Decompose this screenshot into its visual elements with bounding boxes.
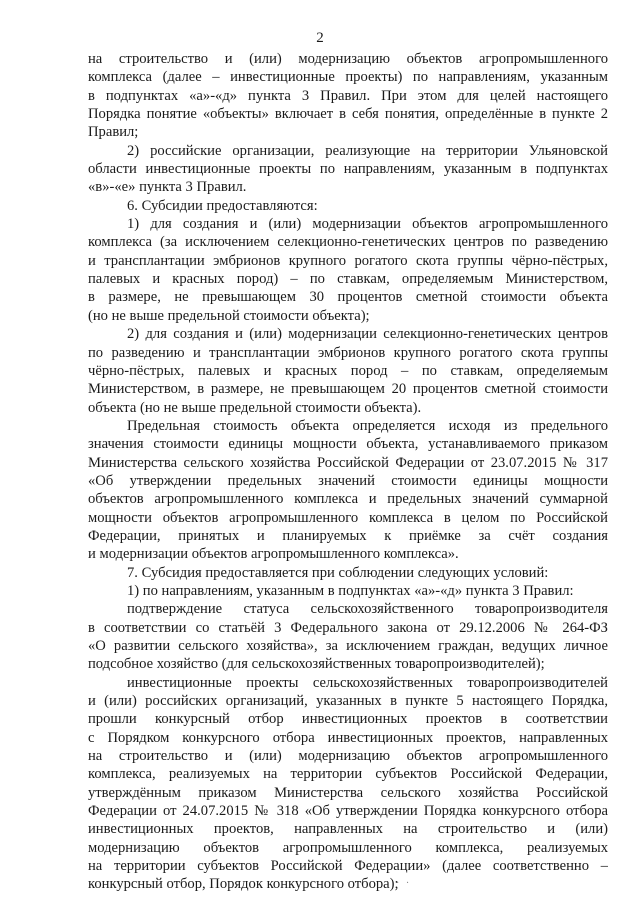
text-line: значения стоимости единицы мощности объекта, устанавливаемого приказом — [88, 436, 608, 453]
text-line: 1) по направлениям, указанным в подпунктах «а»-«д» пункта 3 Правил: — [127, 582, 574, 599]
text-line: «Об утверждении предельных значений стоимости единицы мощности — [88, 472, 608, 489]
text-line: объекта (но не выше предельной стоимости объекта). — [88, 399, 422, 416]
text-line: в соответствии со статьёй 3 Федерального закона от 29.12.2006 № 264-ФЗ — [88, 619, 608, 636]
text-line: Порядка понятие «объекты» включает в себя понятия, определённые в пункте 2 — [88, 106, 608, 123]
scan-artifact: · · — [396, 878, 412, 889]
text-line: подтверждение статуса сельскохозяйственного товаропроизводителя — [127, 601, 608, 618]
text-line: инвестиционных проектов, направленных на строительство и (или) — [88, 821, 608, 838]
text-line: мощности объектов агропромышленного комплекса в целом по Российской — [88, 509, 608, 526]
text-line: комплекса (далее – инвестиционные проекты) по направлениям, указанным — [88, 69, 608, 86]
text-line: конкурсный отбор, Порядок конкурсного отбора); — [88, 876, 399, 893]
text-line: «О развитии сельского хозяйства», за исключением граждан, ведущих личное — [88, 638, 608, 654]
text-line: Министерства сельского хозяйства Российской Федерации от 23.07.2015 № 317 — [88, 454, 608, 471]
text-line: Министерством, в размере, не превышающем 20 процентов сметной стоимости — [88, 381, 608, 398]
page-number: 2 — [316, 30, 324, 46]
text-line: (но не выше предельной стоимости объекта); — [88, 307, 370, 324]
text-line: палевых и красных пород) – по ставкам, определяемым Министерством, — [88, 271, 608, 288]
text-line: и (или) российских организаций, указанных в пункте 5 настоящего Порядка, — [88, 693, 608, 710]
text-line: на строительство и (или) модернизацию объектов агропромышленного — [88, 51, 608, 67]
text-line: 2) российские организации, реализующие на территории Ульяновской — [127, 142, 608, 159]
text-line: 7. Субсидия предоставляется при соблюдении следующих условий: — [127, 564, 549, 581]
text-line: комплекса, реализуемых на территории субъектов Российской Федерации, — [88, 766, 608, 783]
text-line: объектов агропромышленного комплекса и предельных значений суммарной — [88, 491, 608, 508]
text-line: «в»-«е» пункта 3 Правил. — [88, 179, 247, 196]
text-line: чёрно-пёстрых, палевых и красных пород – по ставкам, определяемым — [88, 362, 608, 379]
text-line: 2) для создания и (или) модернизации селекционно-генетических центров — [127, 326, 608, 343]
text-line: Предельная стоимость объекта определяется исходя из предельного — [127, 417, 608, 434]
text-line: модернизацию объектов агропромышленного комплекса, реализуемых — [88, 839, 608, 856]
text-line: Правил; — [88, 124, 139, 141]
text-line: прошли конкурсный отбор инвестиционных проектов в соответствии — [88, 711, 608, 728]
text-line: утверждённым приказом Министерства сельского хозяйства Российской — [88, 784, 608, 801]
text-line: и трансплантации эмбрионов крупного рогатого скота группы чёрно-пёстрых, — [88, 252, 608, 269]
text-line: 1) для создания и (или) модернизации объектов агропромышленного — [127, 216, 608, 233]
text-line: 6. Субсидии предоставляются: — [127, 197, 318, 214]
text-line: в подпунктах «а»-«д» пункта 3 Правил. При этом для целей настоящего — [88, 87, 608, 104]
text-line: и модернизации объектов агропромышленного комплекса». — [88, 546, 459, 563]
text-line: по разведению и трансплантации эмбрионов крупного рогатого скота группы — [88, 344, 608, 361]
text-line: Федерации, принятых и планируемых к приёмке за счёт создания — [88, 527, 608, 544]
text-line: области инвестиционные проекты по направлениям, указанным в подпунктах — [88, 161, 608, 178]
text-line: с Порядком конкурсного отбора инвестиционных проектов, направленных — [88, 729, 608, 746]
text-line: на территории субъектов Российской Федерации» (далее соответственно – — [88, 858, 608, 875]
text-line: комплекса (за исключением селекционно-генетических центров по разведению — [88, 234, 608, 251]
text-line: подсобное хозяйство (для сельскохозяйственных товаропроизводителей); — [88, 656, 545, 673]
text-line: на строительство и (или) модернизацию объектов агропромышленного — [88, 748, 608, 765]
document-body — [88, 50, 608, 894]
text-line: Федерации от 24.07.2015 № 318 «Об утверждении Порядка конкурсного отбора — [88, 803, 608, 820]
text-line: инвестиционные проекты сельскохозяйственных товаропроизводителей — [127, 674, 608, 691]
text-line: в размере, не превышающем 30 процентов сметной стоимости объекта — [88, 289, 608, 306]
